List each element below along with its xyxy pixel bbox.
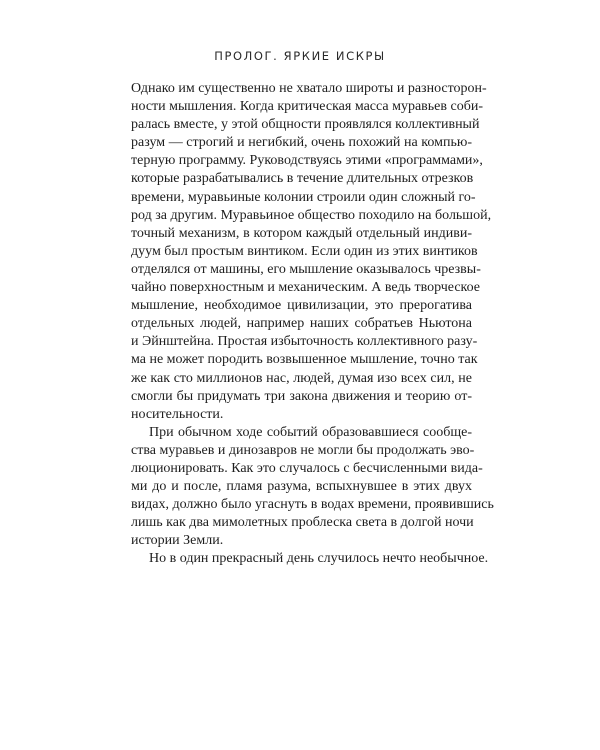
text-line: Но в один прекрасный день случилось нечто необычное. (149, 551, 489, 567)
text-line: носительности. (131, 406, 224, 422)
text-line: которые разрабатывались в течение длительных отрезков (131, 171, 474, 187)
text-line: ности мышления. Когда критическая масса муравьев соби- (131, 99, 483, 115)
text-line: При обычном ходе событий образовавшиеся сообще- (149, 424, 472, 440)
text-line: точный механизм, в котором каждый отдельный индиви- (131, 225, 472, 241)
text-line: ми до и после, пламя разума, вспыхнувшее в этих двух (131, 479, 472, 495)
paragraph-1 (131, 80, 492, 424)
paragraph-2 (131, 424, 494, 551)
text-line: разум — строгий и негибкий, очень похожий на компью- (131, 135, 472, 151)
text-line: времени, муравьиные колонии строили один сложный го- (131, 189, 476, 205)
body-text (131, 80, 494, 569)
text-line: люционировать. Как это случалось с бесчисленными вида- (131, 460, 483, 476)
text-line: терную программу. Руководствуясь этими «программами», (131, 153, 483, 169)
text-line: и Эйнштейна. Простая избыточность коллективного разу- (131, 334, 478, 350)
running-head: ПРОЛОГ. ЯРКИЕ ИСКРЫ (214, 49, 386, 63)
text-line: смогли бы придумать три закона движения и теорию от- (131, 388, 472, 404)
text-line: истории Земли. (131, 533, 224, 549)
text-line: отделялся от машины, его мышление оказывалось чрезвы- (131, 261, 481, 277)
text-line: мышление, необходимое цивилизации, это прерогатива (131, 298, 472, 314)
text-line: ма не может породить возвышенное мышление, точно так (131, 352, 478, 368)
paragraph-3 (131, 550, 489, 568)
text-line: дуум был простым винтиком. Если один из этих винтиков (131, 243, 478, 259)
text-line: род за другим. Муравьиное общество походило на большой, (131, 207, 492, 223)
text-line: лишь как два мимолетных проблеска света в долгой ночи (131, 515, 474, 531)
text-line: ства муравьев и динозавров не могли бы продолжать эво- (131, 442, 475, 458)
text-line: видах, должно было угаснуть в водах времени, проявившись (131, 497, 494, 513)
text-line: же как сто миллионов нас, людей, думая изо всех сил, не (131, 370, 472, 386)
text-line: ралась вместе, у этой общности проявлялся коллективный (131, 117, 480, 133)
text-line: отдельных людей, например наших собратьев Ньютона (131, 316, 472, 332)
text-line: чайно поверхностным и механическим. А ведь творческое (131, 280, 481, 296)
text-line: Однако им существенно не хватало широты и разносторон- (131, 81, 487, 96)
